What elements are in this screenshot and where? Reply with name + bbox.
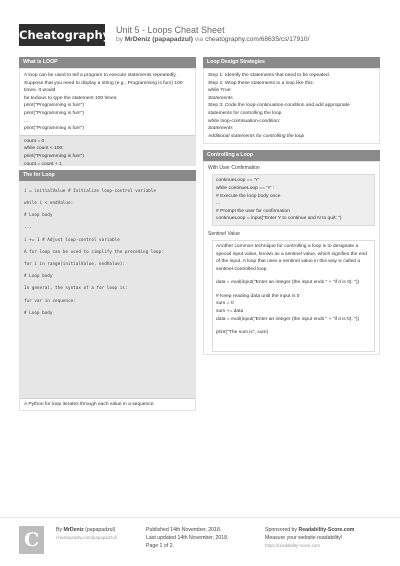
- text-line: data = eval(input("Enter an integer (the input ends " + "if it is 0): ")): [216, 280, 360, 286]
- user-confirmation-code: [212, 174, 375, 226]
- for-loop-note: A Python for loop iterates through each value in a sequence.: [20, 398, 195, 410]
- text-line: Step 3: Code the loop-continuation-condition and add appropriate: [208, 103, 350, 109]
- text-line: sum += data: [216, 309, 244, 315]
- left-column: [19, 57, 196, 411]
- code-line: ...: [216, 201, 221, 207]
- author-link[interactable]: MrDeniz (papapadzul): [124, 36, 193, 43]
- cheatography-logo[interactable]: Cheatography: [19, 24, 105, 46]
- footer-sponsor: [265, 526, 354, 550]
- sentinel-value-label: Sentinel Value: [208, 230, 240, 237]
- right-column: [203, 57, 380, 355]
- by-prefix: by: [116, 36, 123, 43]
- user-confirmation-label: With User Confirmation: [208, 165, 260, 172]
- text-line: while count < 100:: [24, 146, 64, 152]
- text-line: print("Programming is fun!"): [24, 126, 85, 132]
- sheet-url-link[interactable]: cheatography.com/68635/cs/17910/: [205, 36, 310, 43]
- text-line: print("The sum is", sum): [216, 330, 269, 336]
- code-line: continueLoop = input("Enter Y to continue and N to quit: "): [216, 216, 342, 222]
- text-line: print("Programming is fun!"): [24, 110, 85, 116]
- sentinel-value-text: [212, 240, 375, 352]
- text-line: A loop can be used to tell a program to execute statements repeatedly.: [24, 73, 177, 78]
- loop-intro-text: [20, 69, 195, 135]
- section-controlling-loop: [203, 161, 380, 355]
- footer-author-url[interactable]: cheatography.com/papapadzul/: [56, 535, 117, 540]
- via-text: via: [194, 36, 204, 43]
- text-line: # Keep reading data until the input is 0: [216, 293, 300, 299]
- code-line: ...: [24, 225, 32, 231]
- section-title-loop-design: Loop Design Strategies: [203, 57, 380, 68]
- code-line: # Execute the loop body once: [216, 193, 281, 199]
- text-line: Statements: [208, 95, 233, 101]
- text-line: data = eval(input("Enter an integer (the input ends " + "if it is 0): ")): [216, 316, 360, 322]
- page-count: Page 1 of 2.: [146, 543, 174, 549]
- code-line: i += 1 # Adjust loop-control variable: [24, 237, 120, 243]
- text-line: while True:: [208, 88, 232, 94]
- text-line: Another common technique for controlling a loop is to designate a: [216, 243, 359, 249]
- text-line: Additional statements for controlling the loop: [208, 133, 305, 139]
- code-line: for var in sequence:: [24, 298, 76, 304]
- text-line: while loop-continuation-condition:: [208, 118, 281, 124]
- text-line: Suppose that you need to display a string (e.g., Programming is fun!) 100: [24, 80, 183, 86]
- for-loop-code: [20, 182, 195, 398]
- code-line: i = initialValue # Initialize loop-control variable: [24, 188, 156, 194]
- text-line: count = 0: [24, 138, 45, 144]
- text-line: sum = 0: [216, 301, 234, 307]
- cheatography-footer-logo[interactable]: C: [19, 526, 44, 554]
- text-line: print("Programming is fun!"): [24, 153, 85, 159]
- code-line: for i in range(initialValue, endValue):: [24, 261, 125, 267]
- text-line: statements for controlling the loop.: [208, 110, 283, 116]
- footer-author: [56, 526, 117, 542]
- text-line: sentinel-controlled loop.: [216, 266, 268, 272]
- code-line: In general, the syntax of a for loop is:: [24, 286, 128, 292]
- page-footer: [0, 517, 400, 566]
- footer-dates: [146, 526, 228, 550]
- section-what-is-loop: [19, 68, 196, 166]
- text-line: Step 1: Identify the statements that need to be repeated.: [208, 73, 331, 78]
- section-title-controlling-loop: Controlling a Loop: [203, 150, 380, 161]
- text-line: be tedious to type the statement 100 times:: [24, 95, 118, 101]
- text-line: times. It would: [24, 88, 56, 94]
- code-line: continueLoop == 'Y': [216, 178, 259, 184]
- sponsor-tagline: Measure your website readability!: [265, 535, 343, 541]
- section-title-what-is-loop: What is LOOP: [19, 57, 196, 68]
- text-line: ...: [24, 118, 29, 124]
- text-line: Step 2: Wrap these statements in a loop like this:: [208, 80, 314, 86]
- section-for-loop: [19, 181, 196, 411]
- text-line: of the input. A loop that uses a sentinel value in this way is called a: [216, 259, 361, 265]
- byline: [116, 36, 309, 43]
- text-line: count = count + 1: [24, 161, 62, 165]
- footer-author-handle: (papapadzul): [85, 527, 116, 533]
- code-line: # Loop body: [24, 213, 53, 219]
- sponsor-prefix: Sponsored by: [265, 527, 298, 533]
- text-line: print("Programming is fun!"): [24, 103, 85, 109]
- sponsor-url[interactable]: https://readability-score.com: [265, 543, 320, 548]
- by-prefix: By: [56, 527, 63, 533]
- sponsor-link[interactable]: Readability-Score.com: [298, 527, 355, 533]
- text-line: Statements: [208, 126, 233, 132]
- code-line: # Loop body: [24, 274, 53, 280]
- loop-while-example: [20, 135, 195, 165]
- updated-date: Last updated 14th November, 2018.: [146, 535, 229, 541]
- code-line: # Prompt the user for confirmation: [216, 208, 290, 214]
- code-line: A for loop can be used to simplify the preceding loop:: [24, 249, 164, 255]
- page-title: Unit 5 - Loops Cheat Sheet: [116, 25, 225, 35]
- section-loop-design: [203, 68, 380, 144]
- text-line: special input value, known as a sentinel value, which signifies the end: [216, 251, 367, 257]
- footer-author-link[interactable]: MrDeniz: [63, 527, 84, 533]
- code-line: while i < endValue:: [24, 200, 74, 206]
- loop-design-text: [204, 69, 379, 143]
- section-title-for-loop: The for Loop: [19, 170, 196, 181]
- published-date: Published 14th November, 2018.: [146, 527, 222, 533]
- code-line: while continueLoop == 'Y' :: [216, 185, 275, 191]
- code-line: # Loop body: [24, 310, 53, 316]
